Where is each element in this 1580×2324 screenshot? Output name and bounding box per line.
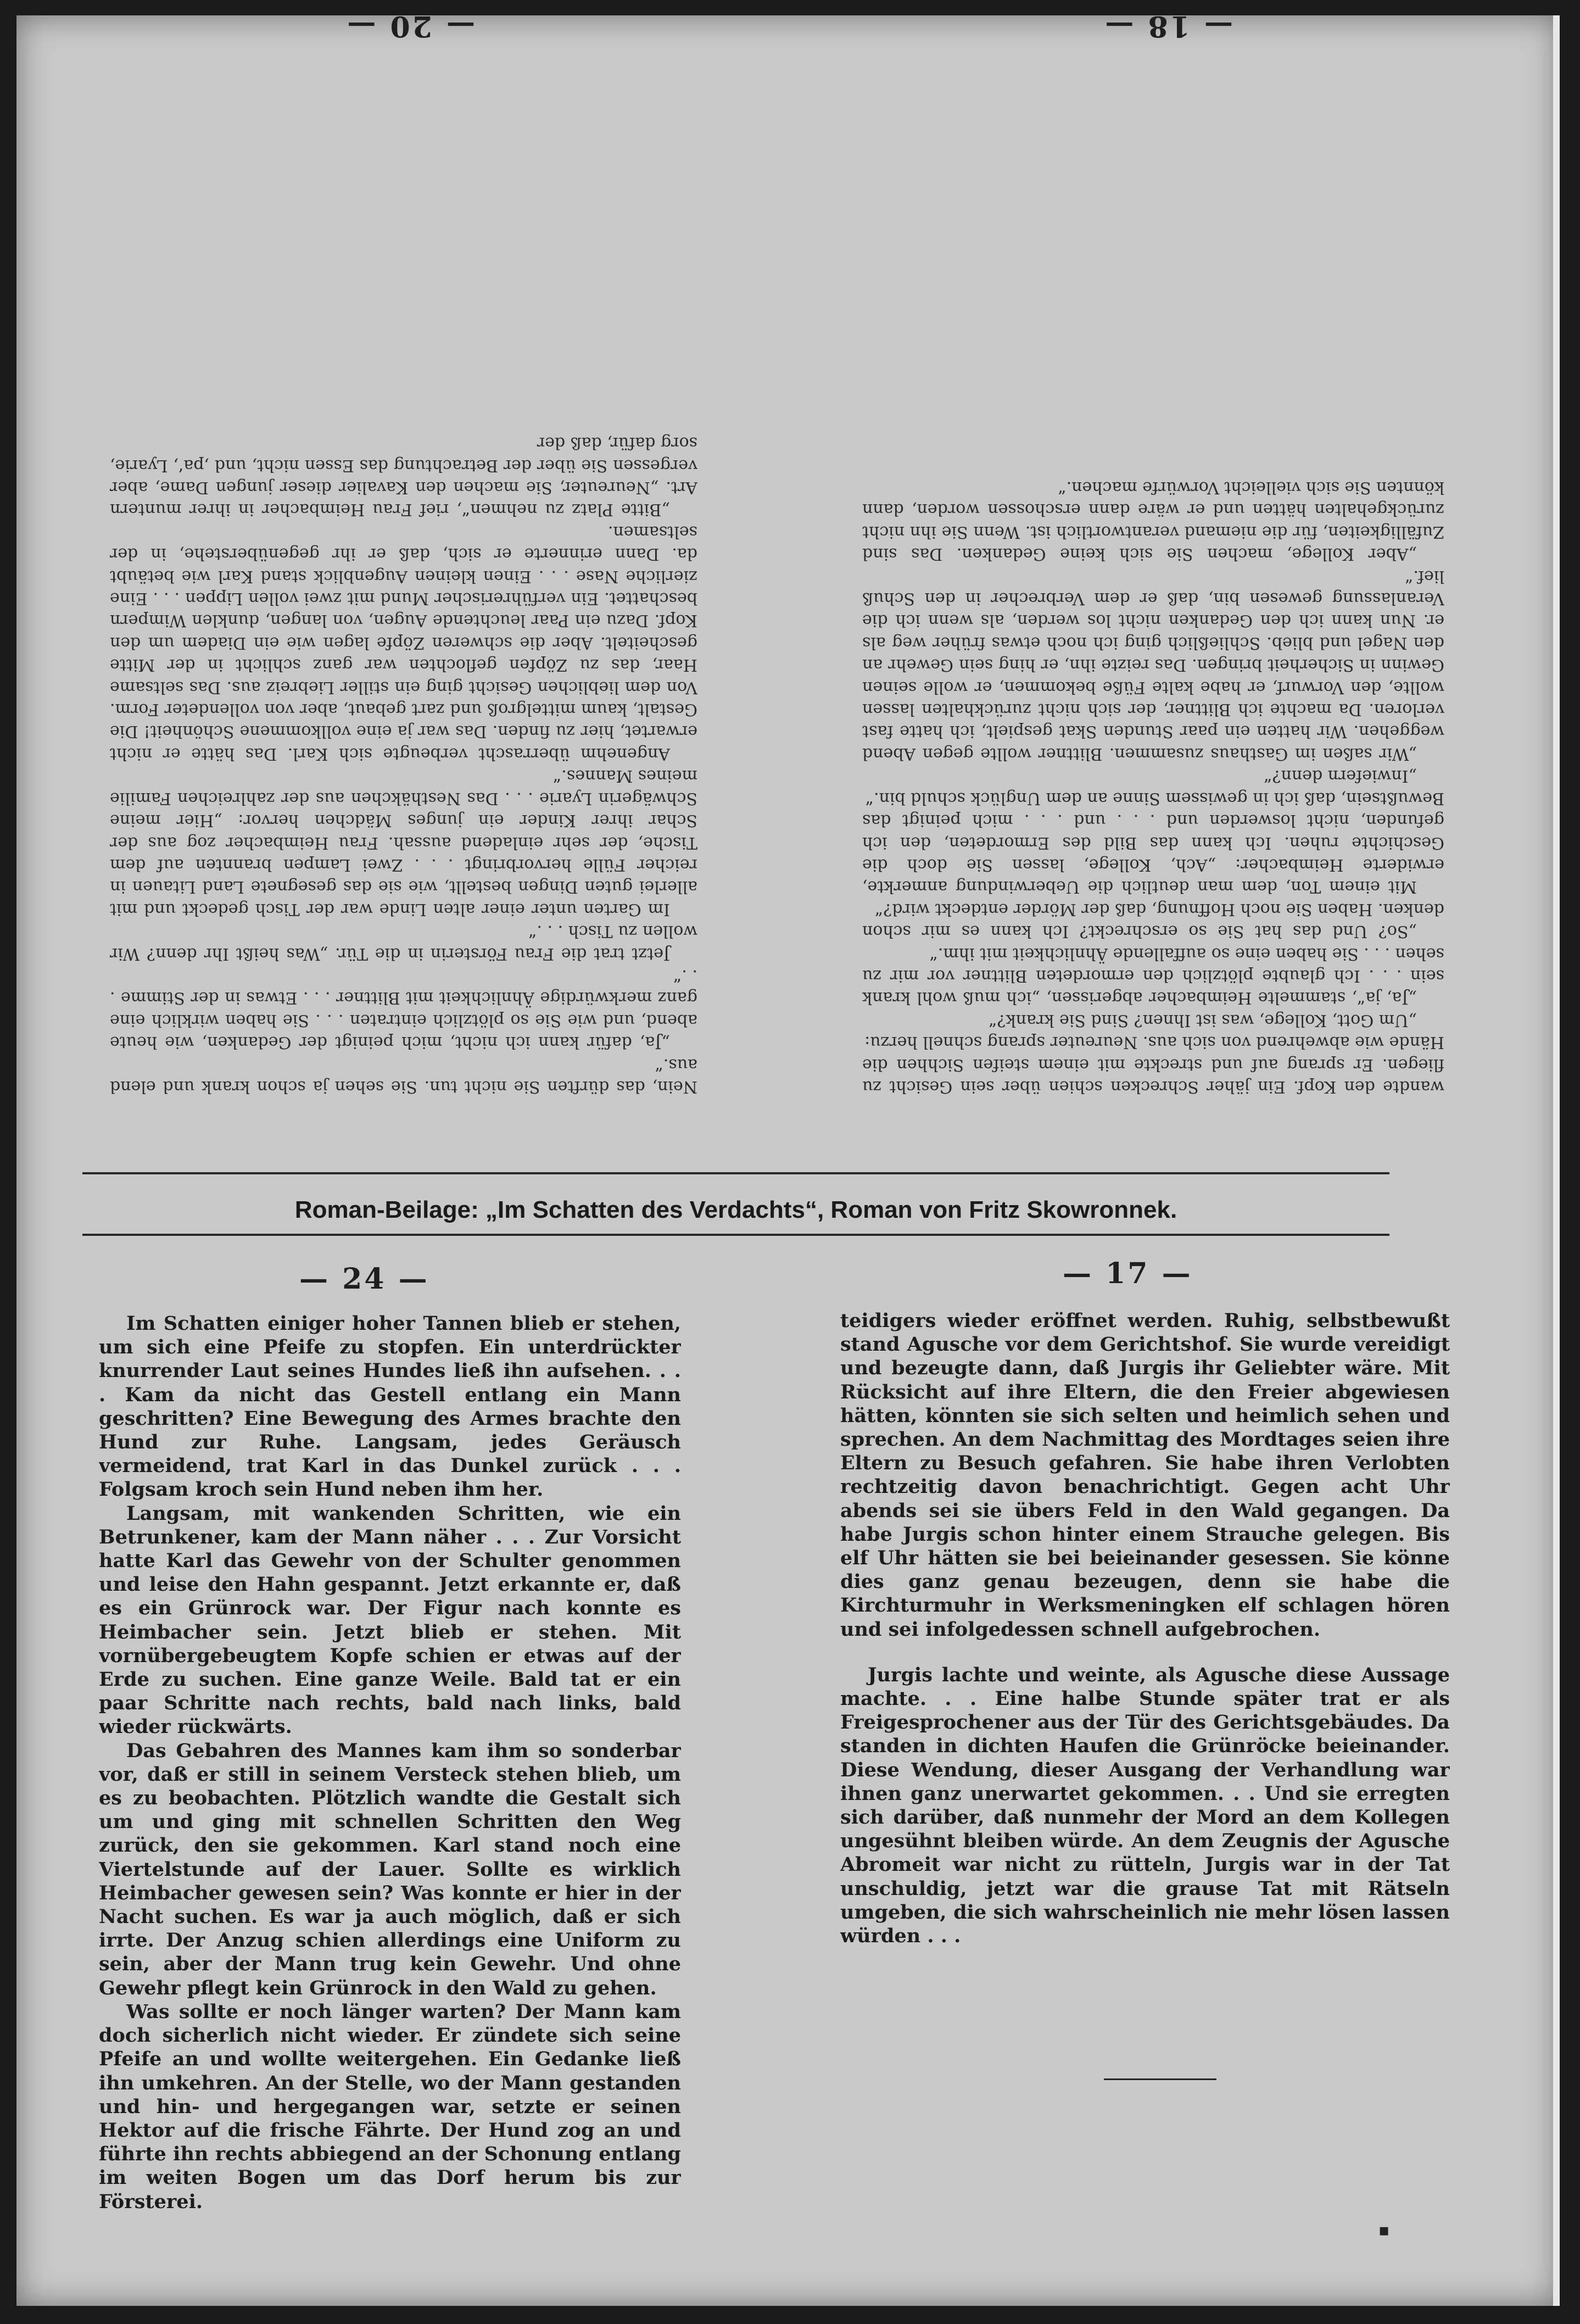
newspaper-sheet: [16, 9, 1560, 2306]
paragraph: Nein, das dürften Sie nicht tun. Sie sehen ja schon krank und elend aus.“: [110, 1055, 697, 1096]
paragraph: „Aber Kollege, machen Sie sich keine Gedanken. Das sind Zufälligkeiten, für die niemand verantwortlich ist. Wenn Sie ihn nicht zurückgehalten hätten und er wäre dann erschossen worden, dann könnten Sie sich vielleicht Vorwürfe machen.“: [862, 478, 1444, 564]
paragraph: „Inwiefern denn?“: [1264, 766, 1417, 786]
paragraph: Langsam, mit wankenden Schritten, wie ein Betrunkener, kam der Mann näher . . . Zur Vorsicht hatte Karl das Gewehr von der Schulter genommen und leise den Hahn gespannt. Jetzt erkannte er, daß es ein Grünrock war. Der Figur nach konnte es Heimbacher sein. Jetzt blieb er stehen. Mit vornübergebeugtem Kopfe schien er etwas auf der Erde zu suchen. Eine ganze Weile. Bald tat er ein paar Schritte nach rechts, bald nach links, bald wieder rückwärts.: [99, 1502, 681, 1738]
paragraph: „Wir saßen im Gasthaus zusammen. Blittner wollte gegen Abend weggehen. Wir hatten ein paar Stunden Skat gespielt, ich hatte fast verloren. Da machte ich Blittner, der sich nicht zurückhalten lassen wollte, den Vorwurf, er habe kalte Füße bekommen, er wolle seinen Gewinn in Sicherheit bringen. Das reizte ihn, er hing sein Gewehr an den Nagel und blieb. Schließlich ging ich noch etwas früher weg als er. Nun kann ich den Gedanken nicht los werden, als wenn ich die Veranlassung gewesen bin, daß er dem Verbrecher in den Schuß lief.“: [862, 566, 1444, 763]
page-number-upper-right: — 20 —: [345, 9, 475, 43]
paragraph: Im Schatten einiger hoher Tannen blieb er stehen, um sich eine Pfeife zu stopfen. Ein unterdrückter knurrender Laut seines Hundes ließ ihn aufsehen. . . . Kam da nicht das Gestell entlang ein Mann geschritten? Eine Bewegung des Armes brachte den Hund zur Ruhe. Langsam, jedes Geräusch vermeidend, trat Karl in das Dunkel zurück . . . Folgsam kroch sein Hund neben ihm her.: [99, 1312, 681, 1501]
page-number-left: — 24 —: [299, 1262, 429, 1296]
paragraph: Mit einem Ton, dem man deutlich die Ueberwindung anmerkte, erwiderte Heimbacher: „Ach, Kollege, lassen Sie doch die Geschichte ruhen. Ich kann das Bild des Ermordeten, den ich gefunden, nicht loswerden und . . . und . . . mich peinigt das Bewußtsein, daß ich in gewissem Sinne an dem Unglück schuld bin.“: [862, 788, 1444, 897]
paragraph: Angenehm überrascht verbeugte sich Karl. Das hätte er nicht erwartet, hier zu finden. Das war ja eine vollkommene Schönheit! Die Gestalt, kaum mittelgroß und zart gebaut, aber von vollendeter Form. Von dem lieblichen Gesicht ging ein stiller Liebreiz aus. Das seltsame Haar, das zu Zöpfen geflochten war ganz schlicht in der Mitte gescheitelt. Aber die schweren Zöpfe lagen wie ein Diadem um den Kopf. Dazu ein Paar leuchtende Augen, von langen, dunklen Wimpern beschattet. Ein verführerischer Mund mit zwei vollen Lippen . . . Eine zierliche Nase . . . Einen kleinen Augenblick stand Karl wie betäubt da. Dann erinnerte er sich, daß er ihr gegenüberstehe, in der seltsamen.: [110, 522, 697, 763]
upside-down-half: [16, 9, 1560, 1163]
end-rule: [1104, 2078, 1216, 2080]
right-column: [840, 1309, 1450, 2045]
paragraph: „Bitte Platz zu nehmen“, rief Frau Heimbacher in ihrer muntern Art. „Neureuter, Sie machen den Kavalier dieser jungen Dame, aber vergessen Sie über der Betrachtung das Essen nicht, und ‚pa‘, Lyarie, sorg dafür, daß der: [110, 433, 697, 520]
paragraph: „So? Und das hat Sie so erschreckt? Ich kann es mir schon denken. Haben Sie noch Hoffnung, daß der Mörder entdeckt wird?“: [862, 899, 1444, 941]
page-number-upper-left: — 18 —: [1103, 9, 1233, 43]
supplement-header: Roman-Beilage: „Im Schatten des Verdachts“, Roman von Fritz Skowronnek.: [294, 1196, 1177, 1223]
upper-column-one: [862, 59, 1444, 1097]
upper-column-two: [110, 59, 697, 1097]
paragraph: „Ja, ja“, stammelte Heimbacher abgerissen, „ich muß wohl krank sein . . . Ich glaubte plötzlich den ermordeten Blittner vor mir zu sehen . . . Sie haben eine so auffallende Ähnlichkeit mit ihm.“: [862, 944, 1444, 1008]
paragraph: „Um Gott, Kollege, was ist Ihnen? Sind Sie krank?“: [989, 1010, 1417, 1030]
header-rule-bottom: [82, 1234, 1389, 1236]
paragraph: Im Garten unter einer alten Linde war der Tisch gedeckt und mit allerlei guten Dingen bestellt, wie sie das gesegnete Land Litauen in reicher Fülle hervorbringt . . . Zwei Lampen brannten auf dem Tische, der sehr einladend aussah. Frau Heimbacher zog aus der Schar ihrer Kinder ein junges Mädchen hervor: „Hier meine Schwägerin Lyarie . . . Das Nesthäkchen aus der zahlreichen Familie meines Mannes.“: [110, 766, 697, 919]
paragraph: wandte den Kopf. Ein jäher Schrecken schien über sein Gesicht zu fliegen. Er sprang auf und streckte mit einem steifen Sichhen die Hände wie abwehrend von sich aus. Neureuter sprang schnell herzu:: [862, 1033, 1444, 1096]
page-number-right: — 17 —: [1063, 1257, 1193, 1290]
paragraph: „Ja, dafür kann ich nicht, mich peinigt der Gedanken, wie heute abend, und wie Sie so plötzlich eintraten . . . Sie haben wirklich eine ganz merkwürdige Ähnlichkeit mit Blittner . . . Etwas in der Stimme . . .“: [110, 966, 697, 1052]
header-rule-top: [82, 1172, 1389, 1174]
margin-mark: ▪: [1378, 2221, 1390, 2240]
left-column: [99, 1312, 681, 2270]
paragraph: Jetzt trat die Frau Försterin in die Tür. „Was heißt Ihr denn? Wir wollen zu Tisch . . .“: [110, 922, 697, 963]
paragraph: Das Gebahren des Mannes kam ihm so sonderbar vor, daß er still in seinem Versteck stehen blieb, um es zu beobachten. Plötzlich wandte die Gestalt sich um und ging mit schnellen Schritten den Weg zurück, den sie gekommen. Karl stand noch eine Viertelstunde auf der Lauer. Sollte es wirklich Heimbacher gewesen sein? Was konnte er hier in der Nacht suchen. Es war ja auch möglich, daß er sich irrte. Der Anzug schien allerdings eine Uniform zu sein, aber der Mann trug kein Gewehr. Und ohne Gewehr pflegt kein Grünrock in den Wald zu gehen.: [99, 1739, 681, 1999]
paragraph: Jurgis lachte und weinte, als Agusche diese Aussage machte. . . Eine halbe Stunde später trat er als Freigesprochener aus der Tür des Gerichtsgebäudes. Da standen in dichten Haufen die Grünröcke beieinander. Diese Wendung, dieser Ausgang der Verhandlung war ihnen ganz unerwartet gekommen. . . Und sie erregten sich darüber, daß nunmehr der Mord an dem Kollegen ungesühnt bleiben würde. An dem Zeugnis der Agusche Abromeit war nicht zu rütteln, Jurgis war in der Tat unschuldig, jetzt war die grause Tat mit Rätseln umgeben, die sich wahrscheinlich nie mehr lösen lassen würden . . .: [840, 1663, 1450, 1948]
paragraph: Was sollte er noch länger warten? Der Mann kam doch sicherlich nicht wieder. Er zündete sich seine Pfeife an und wollte weitergehen. Ein Gedanke ließ ihn umkehren. An der Stelle, wo der Mann gestanden und hin- und hergegangen war, setzte er seinen Hektor auf die frische Fährte. Der Hund zog an und führte ihn rechts abbiegend an der Schonung entlang im weiten Bogen um das Dorf herum bis zur Försterei.: [99, 2000, 681, 2213]
page-edge: [1553, 15, 1560, 2306]
paragraph: teidigers wieder eröffnet werden. Ruhig, selbstbewußt stand Aguschе vor dem Gerichtshof. Sie wurde vereidigt und bezeugte dann, daß Jurgis ihr Geliebter wäre. Mit Rücksicht auf ihre Eltern, die den Freier abgewiesen hätten, könnten sie sich selten und heimlich sehen und sprechen. An dem Nachmittag des Mordtages seien ihre Eltern zu Besuch gefahren. Sie habe ihren Verlobten rechtzeitig davon benachrichtigt. Gegen acht Uhr abends sei sie übers Feld in den Wald gegangen. Da habe Jurgis schon hinter einem Strauche gelegen. Bis elf Uhr hätten sie bei beieinander gesessen. Sie könne dies ganz genau bezeugen, denn sie habe die Kirchturmuhr in Werksmeningken elf schlagen hören und sei infolgedessen schnell aufgebrochen.: [840, 1309, 1450, 1641]
